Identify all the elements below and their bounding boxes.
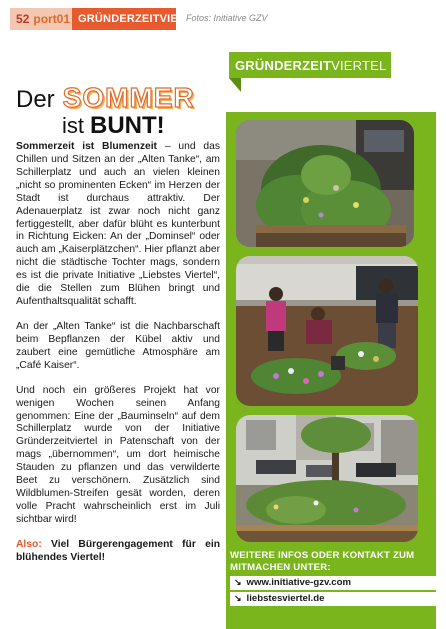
link-text: www.initiative-gzv.com (246, 577, 352, 589)
page-number-box (10, 8, 76, 30)
lead-text: Sommerzeit ist Blumenzeit (16, 141, 157, 152)
section-tab (72, 8, 208, 30)
photo-credit: Fotos: Initiative GZV (186, 13, 268, 23)
info-heading: WEITERE INFOS ODER KONTAKT ZUM MITMACHEN UNTER: (230, 550, 415, 573)
article-title (16, 82, 226, 140)
title-ist: ist (62, 113, 84, 138)
link-text: liebstesviertel.de (246, 593, 325, 605)
page-header (0, 0, 446, 38)
page-number: 52 (16, 12, 30, 26)
title-der: Der (16, 86, 55, 113)
photo-planter-street (236, 120, 414, 247)
link-liebstesviertel[interactable] (230, 592, 436, 606)
link-initiative-gzv[interactable] (230, 576, 436, 590)
paragraph-2: An der „Alten Tanke“ ist die Nachbarschaft beim Bepflanzen der Kübel aktiv und zaubert eine gemütliche Atmosphäre am „Café Kaiser“. (16, 320, 220, 371)
arrow-icon: ↘ (234, 593, 242, 604)
article-body (16, 141, 220, 577)
paragraph-1-text: – und das Chillen und Sitzen an der „Alten Tanke“, am Schillerplatz und auch an vielen kleinen „nicht so prominenten Ecken“ im Herzen der Stadt ist durchaus attraktiv. Der Adenauerplatz ist zwar noch nicht ganz fertiggestellt, aber dafür blüht es kunterbunt in Richtung Eicken: An der „Dominsel“ oder auch am „Kaiserplätzchen“. Hier pflanzt aber nicht die städtische Tochter mags, sondern es ist die private Initiative „Liebstes Viertel“, die die Stellen zum Blühen bringt und Aufenthaltsqualität schafft. (16, 141, 221, 308)
title-sommer: SOMMER (62, 82, 195, 113)
magazine-name: port01 (33, 12, 71, 26)
banner-tail (229, 78, 241, 92)
paragraph-3: Und noch ein größeres Projekt hat vor wenigen Wochen seinen Anfang genommen: Eine der „Bauminseln“ auf dem Schillerplatz wurde von der Initiative Gründerzeitviertel in Patenschaft von der mags „übernommen“, um dort heimische Stauden zu pflanzen und das verwilderte Beet zu verschönern. Zusätzlich sind Wildblumen-Streifen gesät worden, deren volle Pracht wahrscheinlich erst im Juli sichtbar wird! (16, 384, 220, 525)
cta-text: Viel Bürgerengagement für ein blühendes Viertel! (16, 538, 220, 563)
info-box (230, 550, 436, 606)
paragraph-1 (16, 141, 220, 309)
banner-part1: GRÜNDERZEIT (235, 57, 332, 73)
cta-label: Also: (16, 538, 42, 550)
photo-tree-island (236, 415, 418, 542)
arrow-icon: ↘ (234, 577, 242, 588)
photo-people-planting (236, 256, 418, 406)
call-to-action (16, 539, 220, 565)
section-banner (229, 52, 391, 78)
banner-part2: VIERTEL (331, 57, 387, 73)
title-bunt: BUNT! (90, 112, 165, 139)
section-label: GRÜNDERZEITVIERTEL (78, 13, 208, 25)
